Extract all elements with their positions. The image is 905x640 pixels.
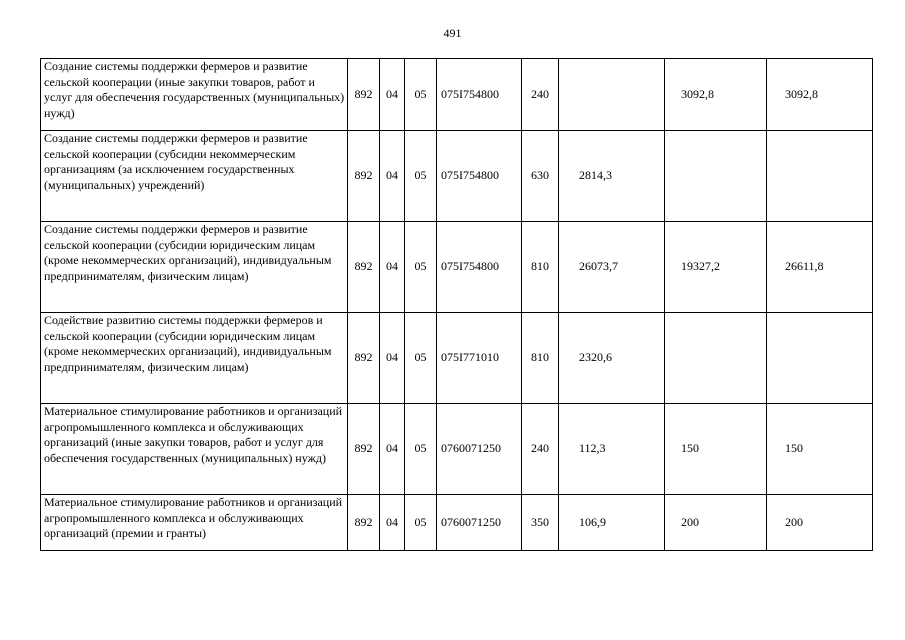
expense-description: Материальное стимулирование работников и организаций агропромышленного комплекса и обслуживающих организаций (иные закупки товаров, работ и услуг для обеспечения государственных (муниципальных) нужд) [41, 404, 348, 495]
expense-type-code: 350 [522, 495, 559, 551]
expense-description: Создание системы поддержки фермеров и развитие сельской кооперации (иные закупки товаров, работ и услуг для обеспечения государственных (муниципальных) нужд) [41, 59, 348, 131]
amount-year-2 [665, 131, 767, 222]
target-article-code: 075I754800 [437, 131, 522, 222]
ministry-code: 892 [348, 313, 380, 404]
amount-year-3: 3092,8 [767, 59, 873, 131]
expense-description: Содействие развитию системы поддержки фермеров и сельской кооперации (субсидии юридическим лицам (кроме некоммерческих организаций), индивидуальным предпринимателям, физическим лицам) [41, 313, 348, 404]
amount-year-2: 200 [665, 495, 767, 551]
table-row [41, 404, 873, 495]
expense-type-code: 240 [522, 59, 559, 131]
expense-type-code: 240 [522, 404, 559, 495]
ministry-code: 892 [348, 131, 380, 222]
section-code: 04 [380, 222, 405, 313]
subsection-code: 05 [405, 404, 437, 495]
subsection-code: 05 [405, 313, 437, 404]
ministry-code: 892 [348, 495, 380, 551]
expense-type-code: 810 [522, 222, 559, 313]
amount-year-1: 2814,3 [559, 131, 665, 222]
ministry-code: 892 [348, 222, 380, 313]
amount-year-3 [767, 131, 873, 222]
subsection-code: 05 [405, 495, 437, 551]
amount-year-1: 112,3 [559, 404, 665, 495]
table-row [41, 495, 873, 551]
target-article-code: 075I771010 [437, 313, 522, 404]
section-code: 04 [380, 495, 405, 551]
ministry-code: 892 [348, 404, 380, 495]
target-article-code: 0760071250 [437, 495, 522, 551]
target-article-code: 075I754800 [437, 222, 522, 313]
amount-year-3: 200 [767, 495, 873, 551]
page-number: 491 [443, 26, 462, 40]
amount-year-3 [767, 313, 873, 404]
table-row [41, 313, 873, 404]
amount-year-1: 106,9 [559, 495, 665, 551]
amount-year-2: 3092,8 [665, 59, 767, 131]
amount-year-1: 2320,6 [559, 313, 665, 404]
expense-type-code: 810 [522, 313, 559, 404]
amount-year-1: 26073,7 [559, 222, 665, 313]
subsection-code: 05 [405, 131, 437, 222]
expense-type-code: 630 [522, 131, 559, 222]
section-code: 04 [380, 59, 405, 131]
ministry-code: 892 [348, 59, 380, 131]
budget-table [40, 58, 873, 551]
expense-description: Материальное стимулирование работников и организаций агропромышленного комплекса и обслуживающих организаций (премии и гранты) [41, 495, 348, 551]
table-row [41, 59, 873, 131]
table-row [41, 131, 873, 222]
amount-year-2: 150 [665, 404, 767, 495]
subsection-code: 05 [405, 222, 437, 313]
target-article-code: 075I754800 [437, 59, 522, 131]
section-code: 04 [380, 313, 405, 404]
subsection-code: 05 [405, 59, 437, 131]
section-code: 04 [380, 404, 405, 495]
amount-year-3: 150 [767, 404, 873, 495]
target-article-code: 0760071250 [437, 404, 522, 495]
amount-year-2: 19327,2 [665, 222, 767, 313]
amount-year-1 [559, 59, 665, 131]
section-code: 04 [380, 131, 405, 222]
expense-description: Создание системы поддержки фермеров и развитие сельской кооперации (субсидии некоммерческим организациям (за исключением государственных (муниципальных) учреждений) [41, 131, 348, 222]
amount-year-3: 26611,8 [767, 222, 873, 313]
table-row [41, 222, 873, 313]
amount-year-2 [665, 313, 767, 404]
expense-description: Создание системы поддержки фермеров и развитие сельской кооперации (субсидии юридическим лицам (кроме некоммерческих организаций), индивидуальным предпринимателям, физическим лицам) [41, 222, 348, 313]
